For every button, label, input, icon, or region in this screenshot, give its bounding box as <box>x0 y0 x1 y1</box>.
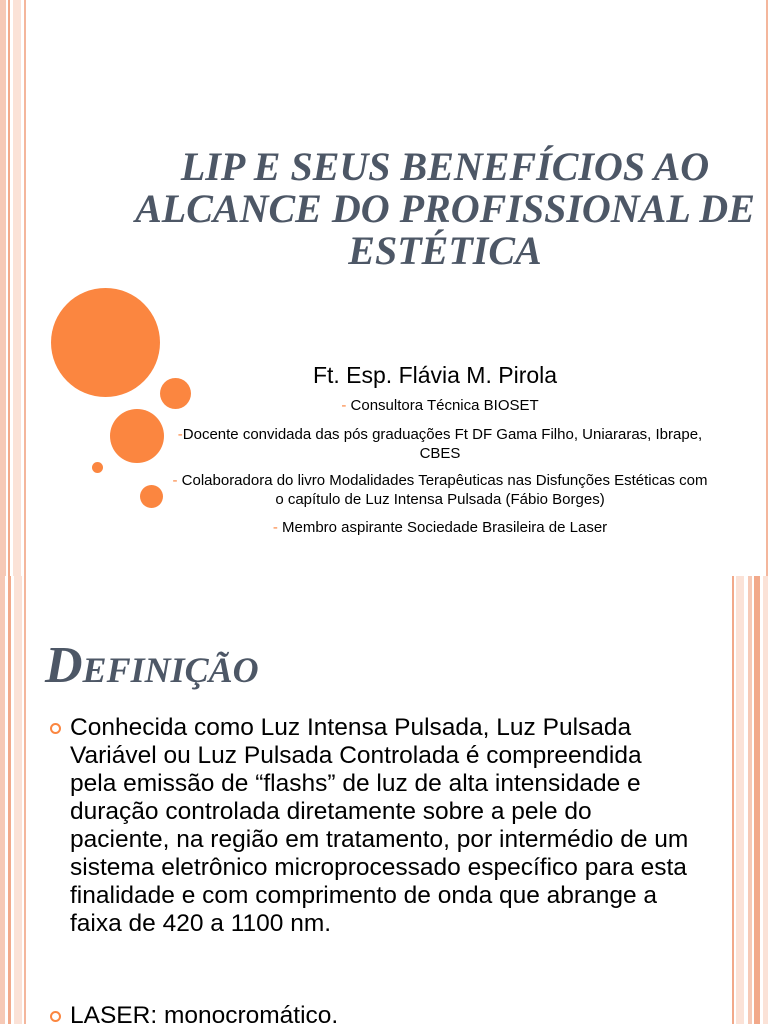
slide-heading: Definição <box>45 637 259 694</box>
dash-marker: - <box>177 426 183 443</box>
credential-item <box>170 518 710 537</box>
decorative-circle <box>140 485 163 508</box>
dash-marker: - <box>172 472 182 489</box>
bullet-marker-icon <box>50 1011 61 1022</box>
decorative-stripe <box>763 576 768 1024</box>
bullet-text: LASER: monocromático. <box>70 1002 339 1024</box>
bullet-marker-icon <box>50 723 61 734</box>
credential-text: Membro aspirante Sociedade Brasileira de Laser <box>281 519 608 536</box>
decorative-stripe <box>748 576 752 1024</box>
dash-marker: - <box>272 519 282 536</box>
decorative-circle <box>110 409 164 463</box>
decorative-stripe <box>14 576 22 1024</box>
decorative-stripe <box>8 576 11 1024</box>
dash-marker: - <box>341 397 351 414</box>
author-name: Ft. Esp. Flávia M. Pirola <box>312 362 558 388</box>
credential-text: Consultora Técnica BIOSET <box>350 397 539 414</box>
decorative-circle-large <box>51 288 160 397</box>
credential-item <box>170 425 710 463</box>
decorative-stripe <box>0 0 6 576</box>
decorative-stripe <box>736 576 744 1024</box>
decorative-stripe <box>754 576 760 1024</box>
slide-title: LIP E SEUS BENEFÍCIOS AO ALCANCE DO PROFISSIONAL DE ESTÉTICA <box>135 144 755 273</box>
bullet-item <box>50 714 690 938</box>
credential-item <box>170 471 710 509</box>
credential-text: Colaboradora do livro Modalidades Terapêuticas nas Disfunções Estéticas com o capítulo de Luz Intensa Pulsada (Fábio Borges) <box>181 472 708 508</box>
decorative-stripe <box>732 576 734 1024</box>
decorative-stripe <box>24 0 26 576</box>
bullet-text: Conhecida como Luz Intensa Pulsada, Luz Pulsada Variável ou Luz Pulsada Controlada é compreendida pela emissão de “flashs” de luz de alta intensidade e duração controlada diretamente sobre a pele do paciente, na região em tratamento, por intermédio de um sistema eletrônico microprocessado específico para esta finalidade e com comprimento de onda que abrange a faixa de 420 a 1100 nm. <box>70 714 689 937</box>
decorative-stripe <box>24 576 26 1024</box>
definition-slide <box>0 576 768 1024</box>
credential-text: Docente convidada das pós graduações Ft DF Gama Filho, Uniararas, Ibrape, CBES <box>182 426 703 462</box>
decorative-circle <box>92 462 103 473</box>
bullet-item <box>50 1002 690 1024</box>
decorative-stripe <box>0 576 5 1024</box>
decorative-stripe <box>13 0 21 576</box>
decorative-stripe <box>8 0 10 576</box>
credential-item <box>170 396 710 415</box>
